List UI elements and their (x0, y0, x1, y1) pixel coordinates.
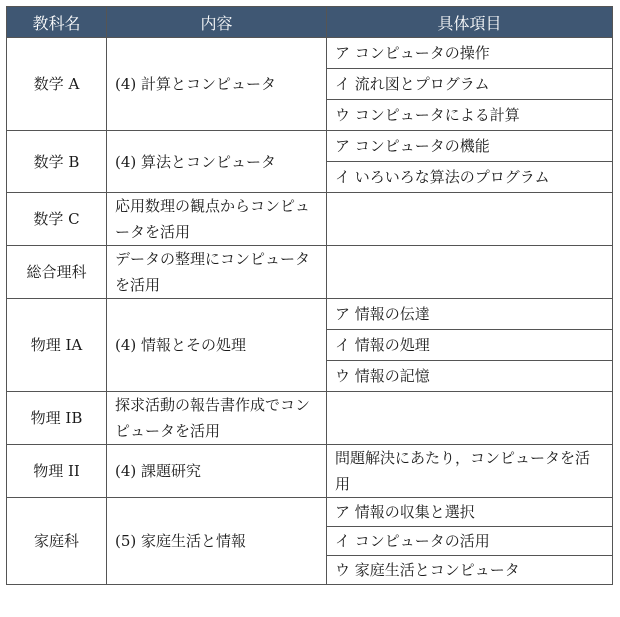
header-subject: 教科名 (7, 7, 107, 38)
table-row (7, 38, 613, 69)
item-cell (327, 392, 613, 445)
content-cell: (4) 情報とその処理 (107, 299, 327, 392)
subject-cell: 数学 C (7, 193, 107, 246)
item-cell: ウ 家庭生活とコンピュータ (327, 556, 613, 585)
content-cell: (4) 算法とコンピュータ (107, 131, 327, 193)
item-cell: ア コンピュータの機能 (327, 131, 613, 162)
subject-cell: 家庭科 (7, 498, 107, 585)
item-cell: イ いろいろな算法のプログラム (327, 162, 613, 193)
table-header (7, 7, 613, 38)
item-cell (327, 246, 613, 299)
item-cell: ウ 情報の記憶 (327, 361, 613, 392)
item-cell: 問題解決にあたり，コンピュータを活用 (327, 445, 613, 498)
table-body (7, 38, 613, 585)
content-cell: (4) 計算とコンピュータ (107, 38, 327, 131)
header-items: 具体項目 (327, 7, 613, 38)
content-cell: 応用数理の観点からコンピュータを活用 (107, 193, 327, 246)
subject-cell: 数学 B (7, 131, 107, 193)
subject-cell: 数学 A (7, 38, 107, 131)
item-cell: ウ コンピュータによる計算 (327, 100, 613, 131)
content-cell: (5) 家庭生活と情報 (107, 498, 327, 585)
subject-cell: 物理 II (7, 445, 107, 498)
content-cell: データの整理にコンピュータを活用 (107, 246, 327, 299)
table-row (7, 131, 613, 162)
item-cell: イ コンピュータの活用 (327, 527, 613, 556)
subject-cell: 物理 IA (7, 299, 107, 392)
subject-cell: 物理 IB (7, 392, 107, 445)
header-content: 内容 (107, 7, 327, 38)
content-cell: (4) 課題研究 (107, 445, 327, 498)
item-cell: ア コンピュータの操作 (327, 38, 613, 69)
item-cell: イ 情報の処理 (327, 330, 613, 361)
table-row (7, 299, 613, 330)
header-row (7, 7, 613, 38)
subject-cell: 総合理科 (7, 246, 107, 299)
item-cell: ア 情報の収集と選択 (327, 498, 613, 527)
item-cell: イ 流れ図とプログラム (327, 69, 613, 100)
content-cell: 探求活動の報告書作成でコンピュータを活用 (107, 392, 327, 445)
item-cell: ア 情報の伝達 (327, 299, 613, 330)
curriculum-table (6, 6, 613, 585)
table-row (7, 498, 613, 527)
item-cell (327, 193, 613, 246)
